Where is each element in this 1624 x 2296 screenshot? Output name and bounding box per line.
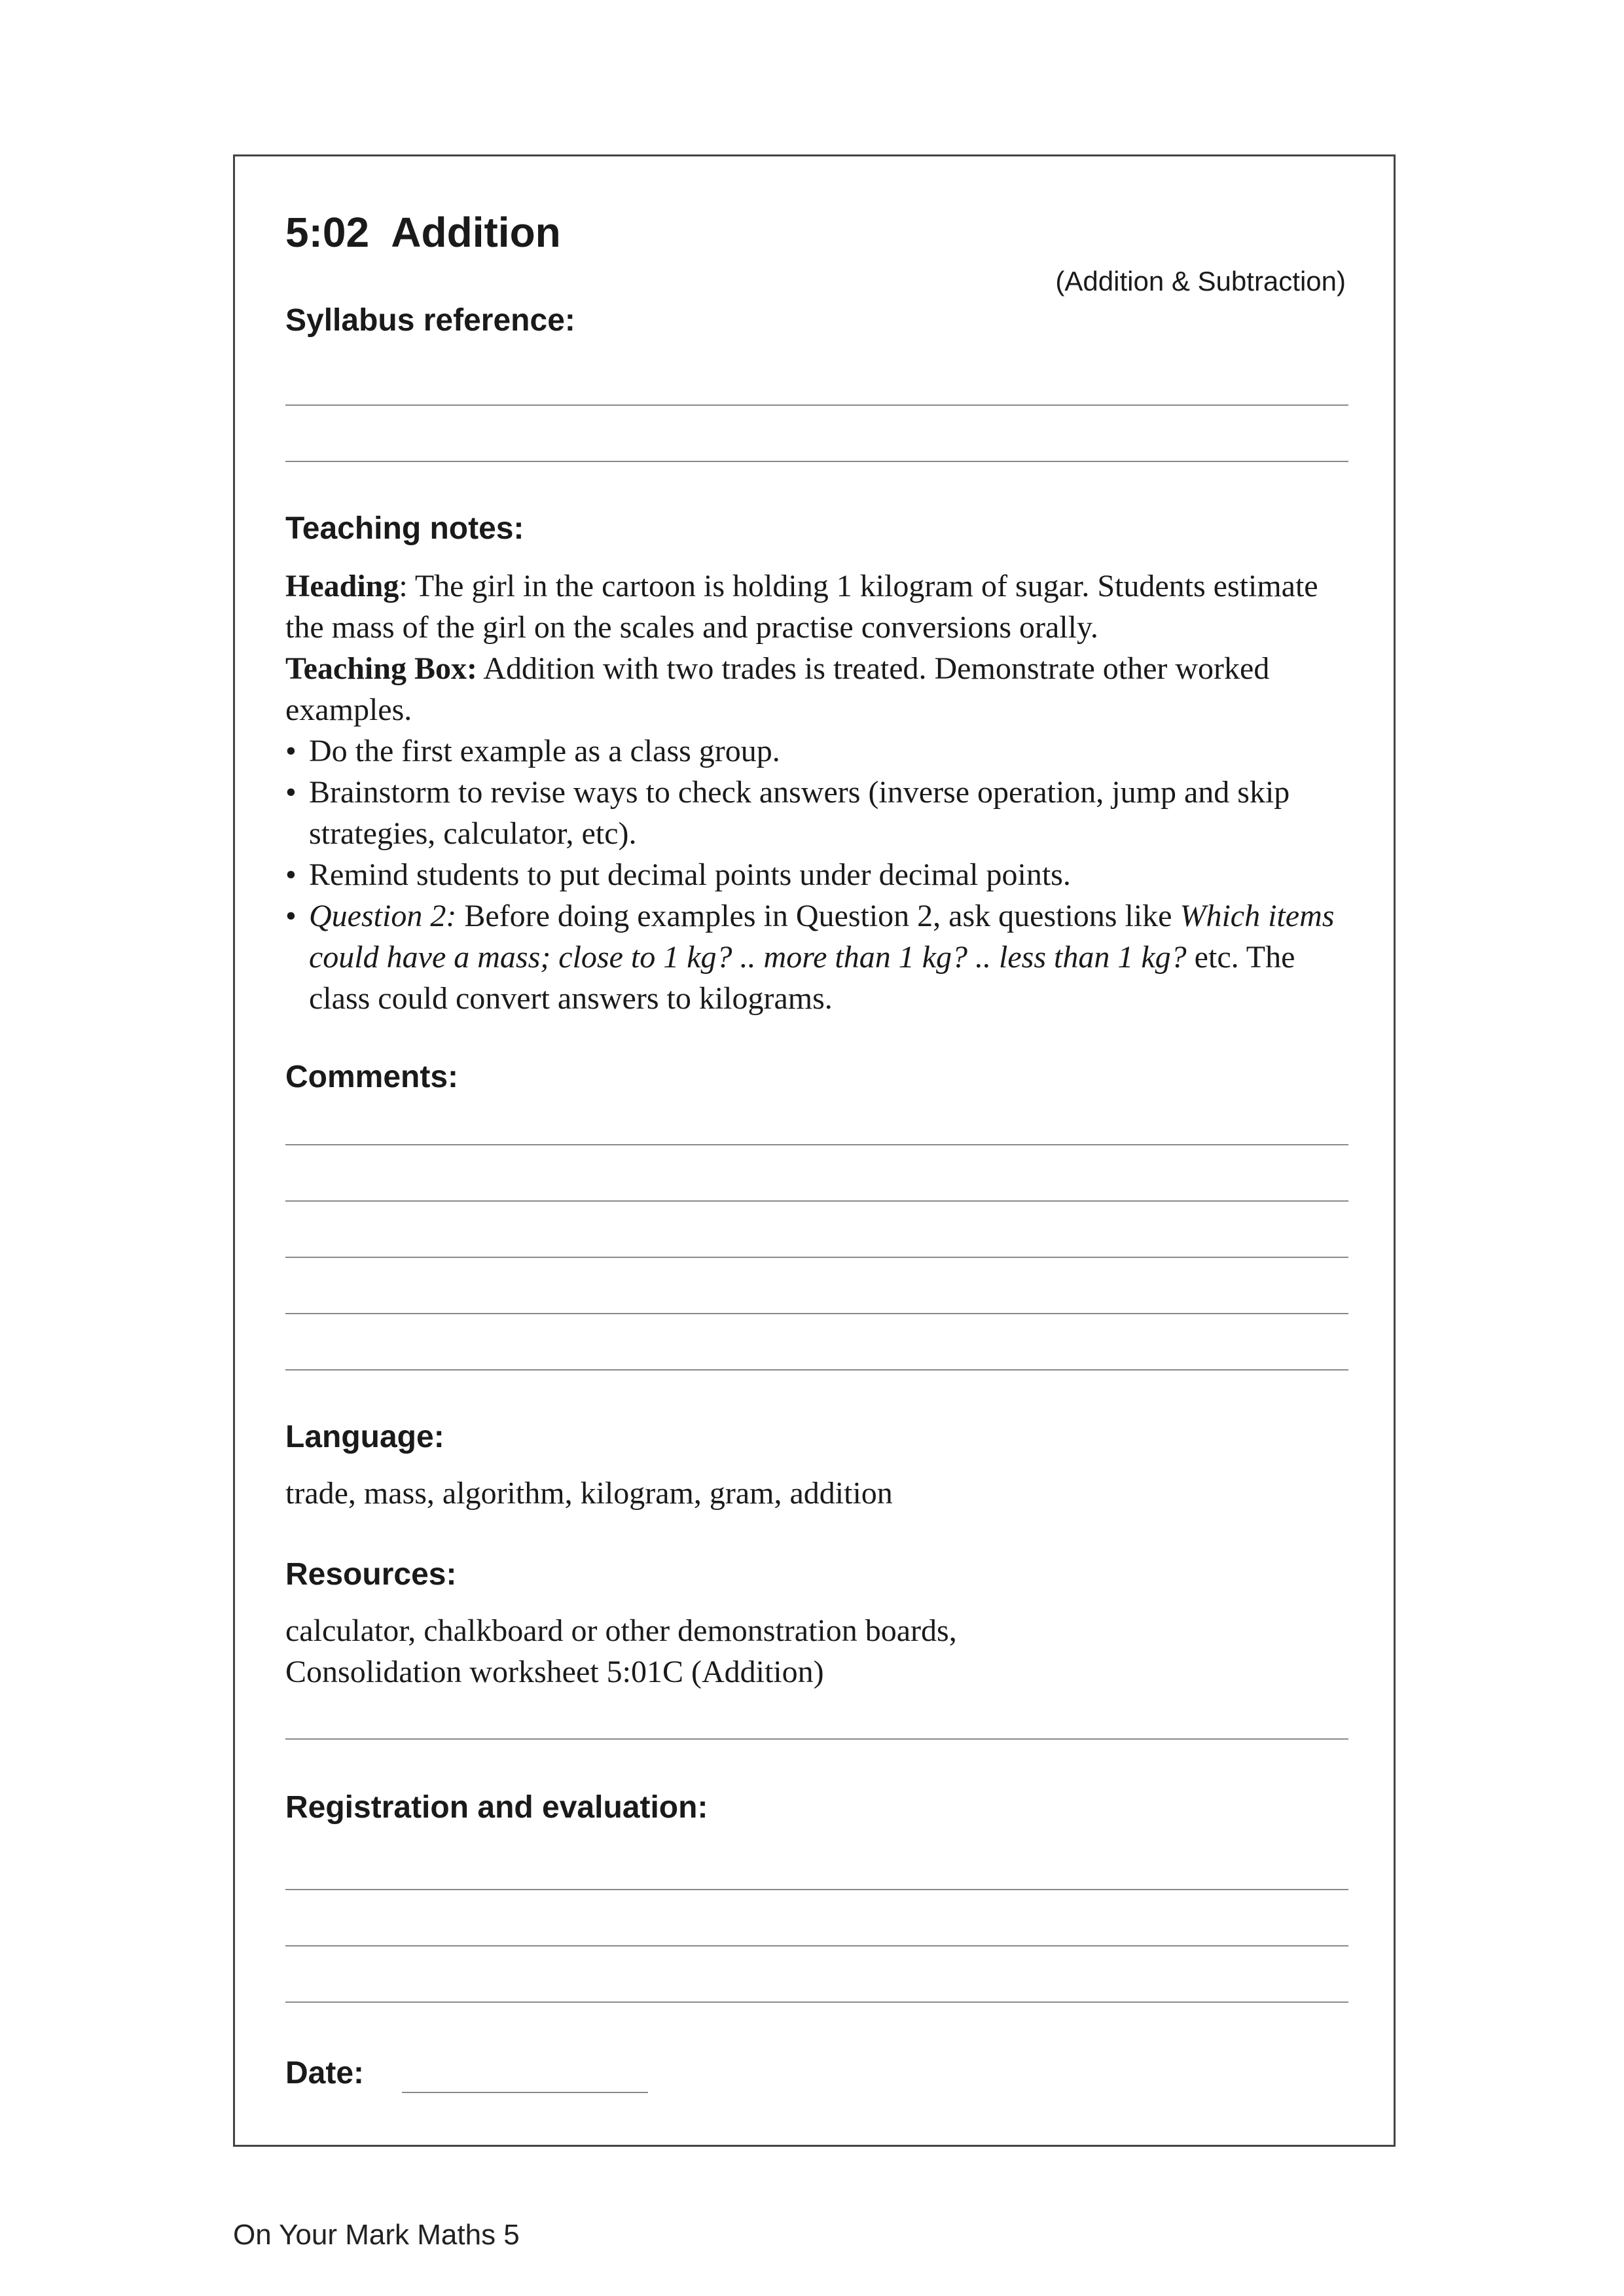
registration-line-3 bbox=[285, 2001, 1348, 2003]
teaching-box-text: Addition with two trades is treated. Demonstrate other worked examples. bbox=[285, 651, 1270, 727]
question-2-examples: Which items could have a mass; close to 1 kg? .. more than 1 kg? .. less than 1 kg? bbox=[309, 899, 1335, 975]
teaching-box-note bbox=[285, 648, 1359, 730]
registration-line-2 bbox=[285, 1945, 1348, 1946]
question-2-text: Before doing examples in Question 2, ask questions like bbox=[456, 899, 1180, 933]
comments-line-4 bbox=[285, 1313, 1348, 1314]
lesson-number: 5:02 bbox=[285, 209, 370, 256]
teaching-notes-heading: Teaching notes: bbox=[285, 511, 524, 546]
resources-line bbox=[285, 1738, 1348, 1740]
heading-note-text: : The girl in the cartoon is holding 1 kilogram of sugar. Students estimate the mass of the girl on the scales and practise conversions orally. bbox=[285, 569, 1318, 645]
resources-body bbox=[285, 1610, 1359, 1693]
heading-note bbox=[285, 565, 1359, 648]
comments-line-1 bbox=[285, 1144, 1348, 1145]
resources-line-2: Consolidation worksheet 5:01C (Addition) bbox=[285, 1655, 824, 1689]
list-item: • Do the first example as a class group. bbox=[285, 730, 1359, 772]
resources-heading: Resources: bbox=[285, 1557, 457, 1592]
page-frame bbox=[233, 154, 1396, 2147]
comments-line-2 bbox=[285, 1200, 1348, 1202]
syllabus-heading: Syllabus reference: bbox=[285, 303, 575, 338]
heading-note-label: Heading bbox=[285, 569, 399, 603]
footer-text: On Your Mark Maths 5 bbox=[233, 2219, 520, 2251]
syllabus-line-1 bbox=[285, 404, 1348, 406]
language-text: trade, mass, algorithm, kilogram, gram, addition bbox=[285, 1476, 893, 1511]
lesson-title: Addition bbox=[391, 209, 561, 256]
resources-line-1: calculator, chalkboard or other demonstration boards, bbox=[285, 1613, 957, 1648]
list-item-question-2 bbox=[285, 895, 1359, 1019]
teaching-box-label: Teaching Box: bbox=[285, 651, 477, 686]
date-label: Date: bbox=[285, 2056, 365, 2090]
teaching-notes-body bbox=[285, 565, 1359, 1019]
language-heading: Language: bbox=[285, 1420, 444, 1454]
registration-heading: Registration and evaluation: bbox=[285, 1790, 708, 1825]
comments-line-5 bbox=[285, 1369, 1348, 1371]
list-item: • Brainstorm to revise ways to check answers (inverse operation, jump and skip strategies, calculator, etc). bbox=[285, 772, 1359, 854]
list-item: • Remind students to put decimal points under decimal points. bbox=[285, 854, 1359, 895]
syllabus-line-2 bbox=[285, 461, 1348, 462]
comments-heading: Comments: bbox=[285, 1060, 459, 1094]
date-line bbox=[402, 2092, 648, 2093]
registration-line-1 bbox=[285, 1889, 1348, 1890]
question-2-tail: etc. The class could convert answers to kilograms. bbox=[309, 940, 1295, 1016]
question-2-label: Question 2: bbox=[309, 899, 457, 933]
subject-label: (Addition & Subtraction) bbox=[1055, 266, 1346, 296]
page-title bbox=[285, 208, 561, 257]
comments-line-3 bbox=[285, 1257, 1348, 1258]
teaching-notes-list bbox=[285, 730, 1359, 1019]
